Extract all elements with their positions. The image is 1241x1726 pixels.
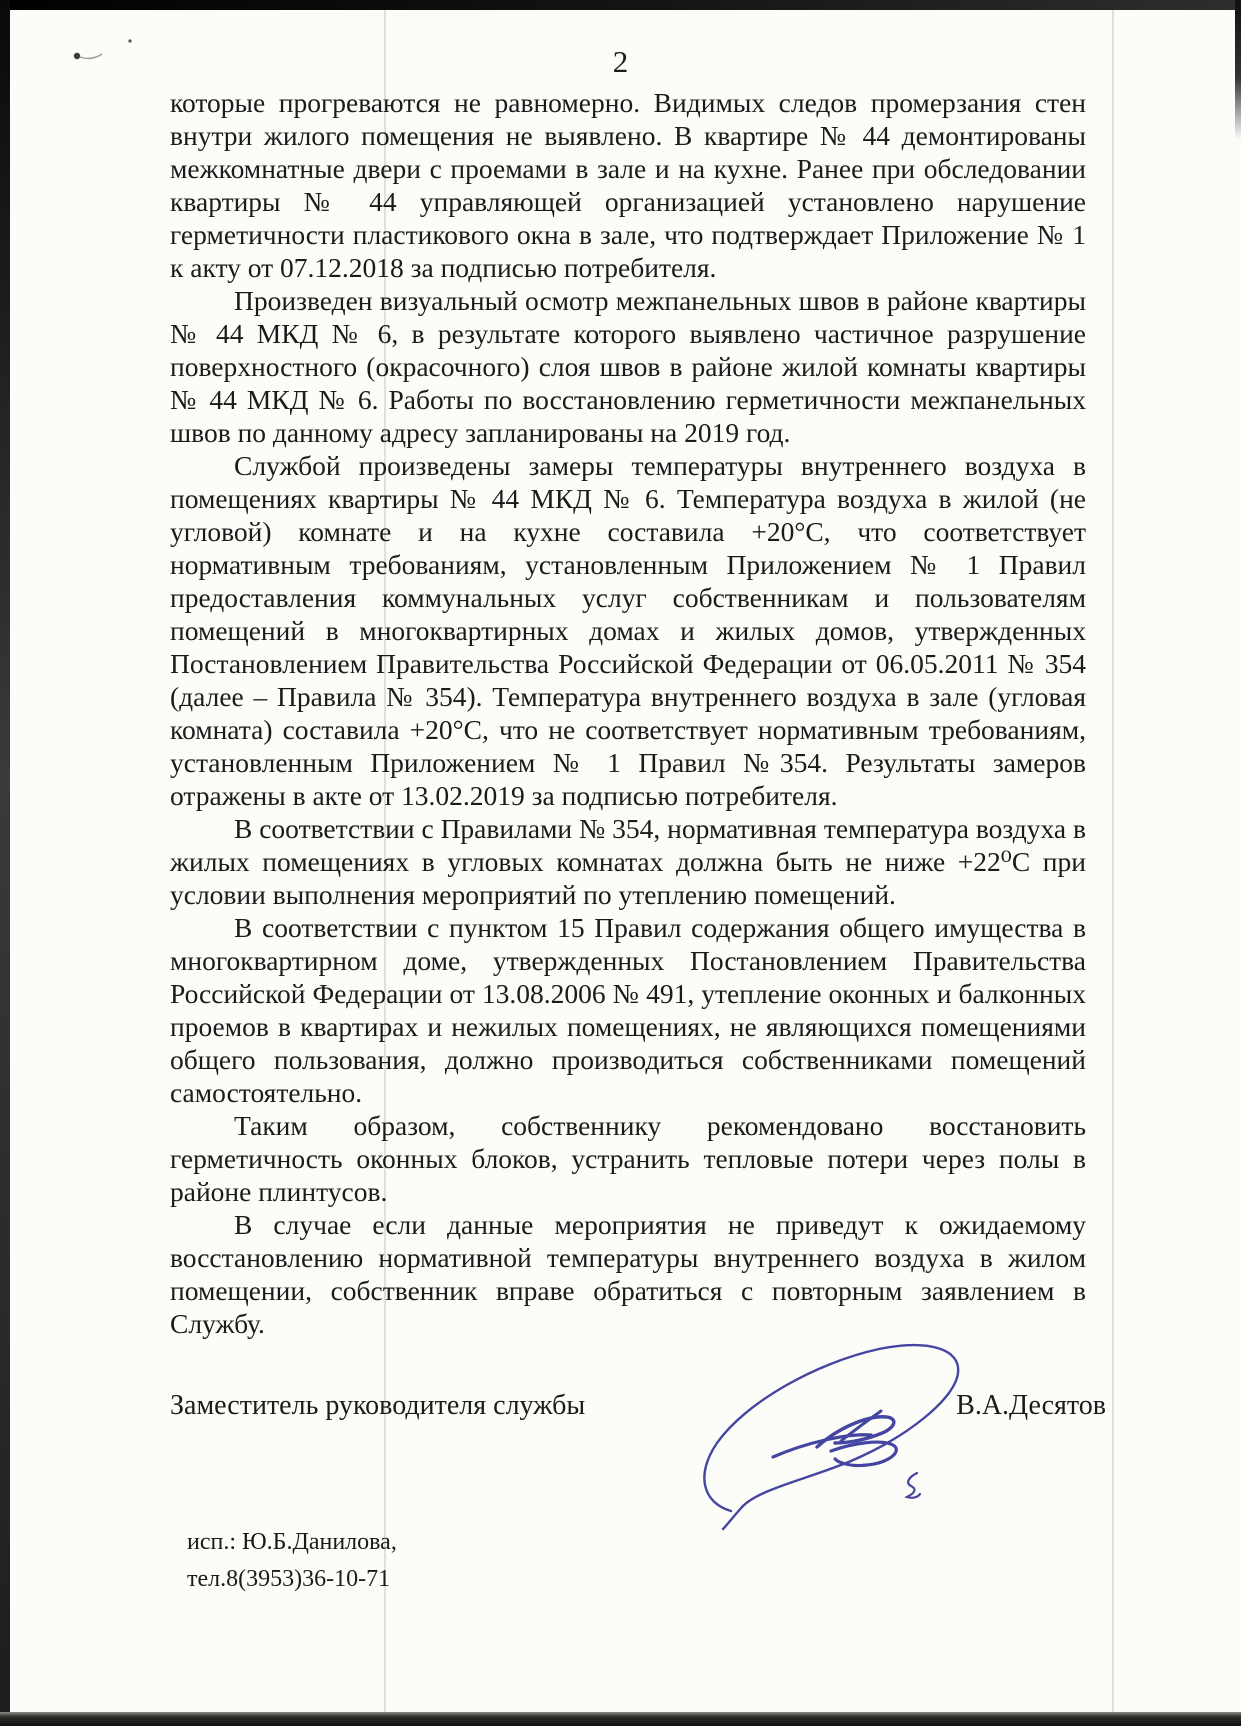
paragraph: В случае если данные мероприятия не приведут к ожидаемому восстановлению нормативной температуры внутреннего воздуха в жилом помещении, собственник вправе обратиться с повторным заявлением в Службу. xyxy=(170,1209,1086,1339)
scan-edge-bottom xyxy=(0,1712,1241,1726)
signature-row xyxy=(170,1390,1106,1422)
scan-edge-left xyxy=(0,0,10,1726)
paragraph: В соответствии с Правилами № 354, нормативная температура воздуха в жилых помещениях в угловых комнатах должна быть не ниже +22⁰С при условии выполнения мероприятий по утеплению помещений. xyxy=(170,813,1086,910)
paragraph: Произведен визуальный осмотр межпанельных швов в районе квартиры № 44 МКД № 6, в результате которого выявлено частичное разрушение поверхностного (окрасочного) слоя швов в районе жилой комнаты квартиры № 44 МКД № 6. Работы по восстановлению герметичности межпанельных швов по данному адресу запланированы на 2019 год. xyxy=(170,285,1086,448)
scan-fold-line-right xyxy=(1112,10,1114,1712)
page-number: 2 xyxy=(612,44,629,79)
paragraph: Таким образом, собственнику рекомендовано восстановить герметичность оконных блоков, устранить тепловые потери через полы в районе плинтусов. xyxy=(170,1110,1086,1207)
executor-phone: тел.8(3953)36-10-71 xyxy=(187,1566,391,1592)
paragraph: которые прогреваются не равномерно. Видимых следов промерзания стен внутри жилого помещения не выявлено. В квартире № 44 демонтированы межкомнатные двери с проемами в зале и на кухне. Ранее при обследовании квартиры № 44 управляющей организацией установлено нарушение герметичности пластикового окна в зале, что подтверждает Приложение № 1 к акту от 07.12.2018 за подписью потребителя. xyxy=(170,87,1086,283)
signatory-name: В.А.Десятов xyxy=(956,1390,1106,1421)
executor-name: исп.: Ю.Б.Данилова, xyxy=(187,1529,397,1555)
paragraph: Службой произведены замеры температуры внутреннего воздуха в помещениях квартиры № 44 МКД № 6. Температура воздуха в жилой (не угловой) комнате и на кухне составила +20°С, что соответствует нормативным требованиям, установленным Приложением № 1 Правил предоставления коммунальных услуг собственникам и пользователям помещений в многоквартирных домах и жилых домов, утвержденных Постановлением Правительства Российской Федерации от 06.05.2011 № 354 (далее – Правила № 354). Температура внутреннего воздуха в зале (угловая комната) составила +20°С, что не соответствует нормативным требованиям, установленным Приложением № 1 Правил №354. Результаты замеров отражены в акте от 13.02.2019 за подписью потребителя. xyxy=(170,450,1086,811)
document-body xyxy=(170,86,1086,1340)
paragraph: В соответствии с пунктом 15 Правил содержания общего имущества в многоквартирном доме, утвержденных Постановлением Правительства Российской Федерации от 13.08.2006 № 491, утепление оконных и балконных проемов в квартирах и нежилых помещениях, не являющихся помещениями общего пользования, должно производиться собственниками помещений самостоятельно. xyxy=(170,912,1086,1108)
signatory-title: Заместитель руководителя службы xyxy=(170,1390,586,1421)
executor-footer xyxy=(187,1524,397,1598)
signature-ink xyxy=(655,1315,985,1535)
scan-edge-top xyxy=(0,0,1241,10)
